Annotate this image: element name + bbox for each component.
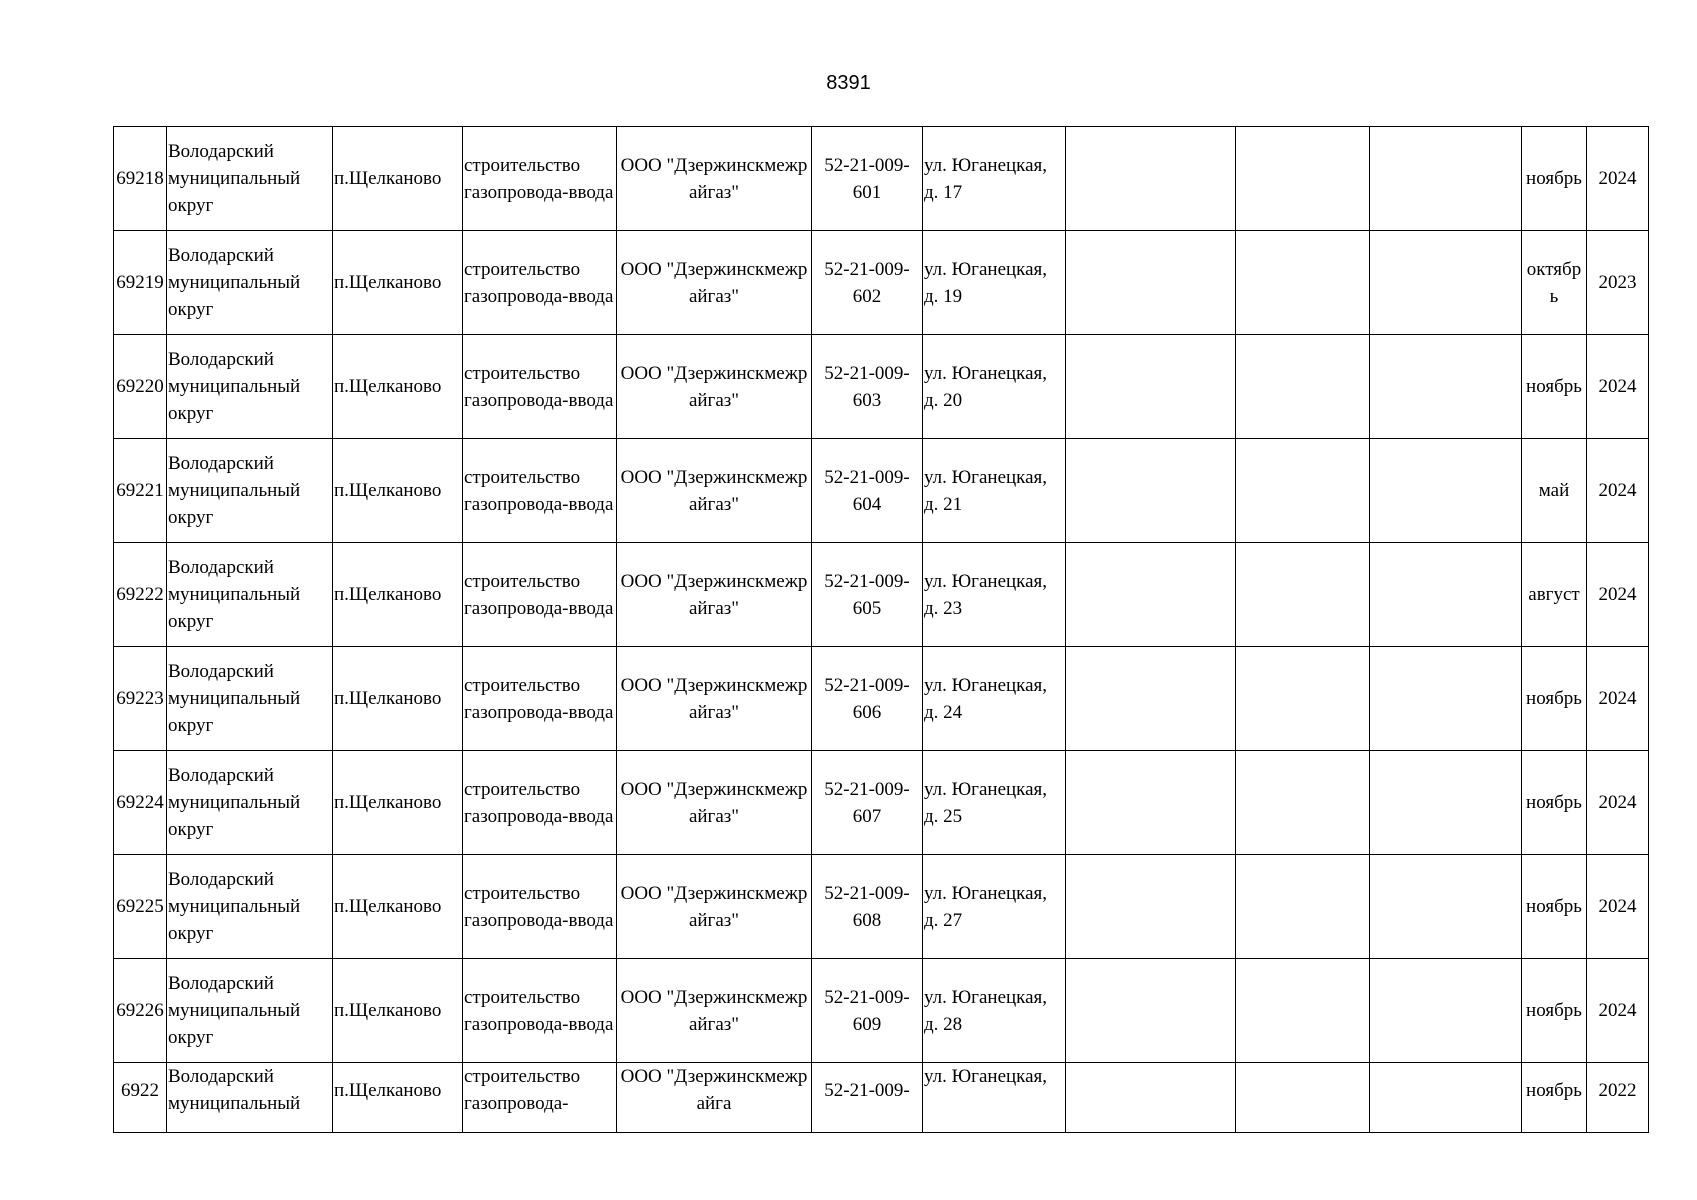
empty-cell <box>1236 751 1370 855</box>
object-code-cell: 52-21-009-607 <box>812 751 923 855</box>
organization-cell: ООО "Дзержинскмежрайгаз" <box>617 231 812 335</box>
record-number-cell: 69225 <box>114 855 167 959</box>
district-cell: Володарский муниципальный округ <box>167 439 333 543</box>
address-cell: ул. Юганецкая, д. 21 <box>923 439 1066 543</box>
empty-cell <box>1066 543 1236 647</box>
work-type-cell: строительство газопровода-ввода <box>463 647 617 751</box>
month-cell: ноябрь <box>1522 751 1587 855</box>
address-cell: ул. Юганецкая, <box>923 1063 1066 1133</box>
address-cell: ул. Юганецкая, д. 27 <box>923 855 1066 959</box>
empty-cell <box>1370 855 1522 959</box>
object-code-cell: 52-21-009-603 <box>812 335 923 439</box>
object-code-cell: 52-21-009-608 <box>812 855 923 959</box>
table-row <box>114 959 1649 1063</box>
district-cell: Володарский муниципальный округ <box>167 751 333 855</box>
work-type-cell: строительство газопровода-ввода <box>463 959 617 1063</box>
empty-cell <box>1370 647 1522 751</box>
table-body <box>114 127 1649 1133</box>
table-row <box>114 127 1649 231</box>
object-code-cell: 52-21-009-605 <box>812 543 923 647</box>
record-number-cell: 69221 <box>114 439 167 543</box>
district-cell: Володарский муниципальный округ <box>167 855 333 959</box>
month-cell: октябрь <box>1522 231 1587 335</box>
record-number-cell: 69224 <box>114 751 167 855</box>
district-cell: Володарский муниципальный округ <box>167 647 333 751</box>
empty-cell <box>1066 335 1236 439</box>
address-cell: ул. Юганецкая, д. 17 <box>923 127 1066 231</box>
district-cell: Володарский муниципальный округ <box>167 127 333 231</box>
work-type-cell: строительство газопровода-ввода <box>463 751 617 855</box>
year-cell: 2024 <box>1587 439 1649 543</box>
district-cell: Володарский муниципальный округ <box>167 231 333 335</box>
organization-cell: ООО "Дзержинскмежрайгаз" <box>617 751 812 855</box>
locality-cell: п.Щелканово <box>333 855 463 959</box>
empty-cell <box>1066 439 1236 543</box>
month-cell: ноябрь <box>1522 335 1587 439</box>
empty-cell <box>1236 439 1370 543</box>
year-cell: 2024 <box>1587 751 1649 855</box>
year-cell: 2024 <box>1587 543 1649 647</box>
year-cell: 2024 <box>1587 959 1649 1063</box>
address-cell: ул. Юганецкая, д. 19 <box>923 231 1066 335</box>
organization-cell: ООО "Дзержинскмежрайгаз" <box>617 543 812 647</box>
organization-cell: ООО "Дзержинскмежрайгаз" <box>617 855 812 959</box>
record-number-cell: 69226 <box>114 959 167 1063</box>
empty-cell <box>1370 751 1522 855</box>
empty-cell <box>1236 647 1370 751</box>
table-row <box>114 647 1649 751</box>
month-cell: ноябрь <box>1522 959 1587 1063</box>
year-cell: 2022 <box>1587 1063 1649 1133</box>
table-row <box>114 855 1649 959</box>
empty-cell <box>1236 127 1370 231</box>
year-cell: 2023 <box>1587 231 1649 335</box>
organization-cell: ООО "Дзержинскмежрайга <box>617 1063 812 1133</box>
empty-cell <box>1370 543 1522 647</box>
record-number-cell: 69220 <box>114 335 167 439</box>
page-number: 8391 <box>826 72 871 94</box>
object-code-cell: 52-21-009-602 <box>812 231 923 335</box>
organization-cell: ООО "Дзержинскмежрайгаз" <box>617 959 812 1063</box>
district-cell: Володарский муниципальный <box>167 1063 333 1133</box>
object-code-cell: 52-21-009-604 <box>812 439 923 543</box>
address-cell: ул. Юганецкая, д. 28 <box>923 959 1066 1063</box>
record-number-cell: 69219 <box>114 231 167 335</box>
work-type-cell: строительство газопровода-ввода <box>463 127 617 231</box>
empty-cell <box>1066 647 1236 751</box>
empty-cell <box>1370 439 1522 543</box>
month-cell: ноябрь <box>1522 647 1587 751</box>
empty-cell <box>1236 335 1370 439</box>
organization-cell: ООО "Дзержинскмежрайгаз" <box>617 127 812 231</box>
address-cell: ул. Юганецкая, д. 24 <box>923 647 1066 751</box>
month-cell: ноябрь <box>1522 1063 1587 1133</box>
address-cell: ул. Юганецкая, д. 25 <box>923 751 1066 855</box>
address-cell: ул. Юганецкая, д. 23 <box>923 543 1066 647</box>
year-cell: 2024 <box>1587 855 1649 959</box>
month-cell: ноябрь <box>1522 127 1587 231</box>
empty-cell <box>1370 127 1522 231</box>
locality-cell: п.Щелканово <box>333 127 463 231</box>
record-number-cell: 6922 <box>114 1063 167 1133</box>
locality-cell: п.Щелканово <box>333 1063 463 1133</box>
empty-cell <box>1066 855 1236 959</box>
month-cell: август <box>1522 543 1587 647</box>
district-cell: Володарский муниципальный округ <box>167 335 333 439</box>
table-row <box>114 231 1649 335</box>
locality-cell: п.Щелканово <box>333 439 463 543</box>
gasification-table <box>113 126 1649 1133</box>
object-code-cell: 52-21-009- <box>812 1063 923 1133</box>
work-type-cell: строительство газопровода-ввода <box>463 855 617 959</box>
empty-cell <box>1370 1063 1522 1133</box>
organization-cell: ООО "Дзержинскмежрайгаз" <box>617 439 812 543</box>
object-code-cell: 52-21-009-606 <box>812 647 923 751</box>
address-cell: ул. Юганецкая, д. 20 <box>923 335 1066 439</box>
empty-cell <box>1236 231 1370 335</box>
work-type-cell: строительство газопровода-ввода <box>463 335 617 439</box>
empty-cell <box>1066 231 1236 335</box>
table-row <box>114 1063 1649 1133</box>
empty-cell <box>1236 543 1370 647</box>
table-row <box>114 543 1649 647</box>
organization-cell: ООО "Дзержинскмежрайгаз" <box>617 647 812 751</box>
work-type-cell: строительство газопровода- <box>463 1063 617 1133</box>
year-cell: 2024 <box>1587 647 1649 751</box>
district-cell: Володарский муниципальный округ <box>167 959 333 1063</box>
work-type-cell: строительство газопровода-ввода <box>463 439 617 543</box>
month-cell: ноябрь <box>1522 855 1587 959</box>
record-number-cell: 69222 <box>114 543 167 647</box>
object-code-cell: 52-21-009-609 <box>812 959 923 1063</box>
empty-cell <box>1236 959 1370 1063</box>
table-row <box>114 751 1649 855</box>
locality-cell: п.Щелканово <box>333 543 463 647</box>
locality-cell: п.Щелканово <box>333 647 463 751</box>
table-row <box>114 439 1649 543</box>
empty-cell <box>1370 231 1522 335</box>
table-row <box>114 335 1649 439</box>
district-cell: Володарский муниципальный округ <box>167 543 333 647</box>
empty-cell <box>1370 335 1522 439</box>
empty-cell <box>1066 127 1236 231</box>
organization-cell: ООО "Дзержинскмежрайгаз" <box>617 335 812 439</box>
empty-cell <box>1370 959 1522 1063</box>
month-cell: май <box>1522 439 1587 543</box>
work-type-cell: строительство газопровода-ввода <box>463 543 617 647</box>
locality-cell: п.Щелканово <box>333 231 463 335</box>
locality-cell: п.Щелканово <box>333 751 463 855</box>
object-code-cell: 52-21-009-601 <box>812 127 923 231</box>
record-number-cell: 69223 <box>114 647 167 751</box>
year-cell: 2024 <box>1587 335 1649 439</box>
empty-cell <box>1066 751 1236 855</box>
empty-cell <box>1236 855 1370 959</box>
work-type-cell: строительство газопровода-ввода <box>463 231 617 335</box>
empty-cell <box>1066 1063 1236 1133</box>
record-number-cell: 69218 <box>114 127 167 231</box>
locality-cell: п.Щелканово <box>333 959 463 1063</box>
locality-cell: п.Щелканово <box>333 335 463 439</box>
empty-cell <box>1066 959 1236 1063</box>
empty-cell <box>1236 1063 1370 1133</box>
year-cell: 2024 <box>1587 127 1649 231</box>
